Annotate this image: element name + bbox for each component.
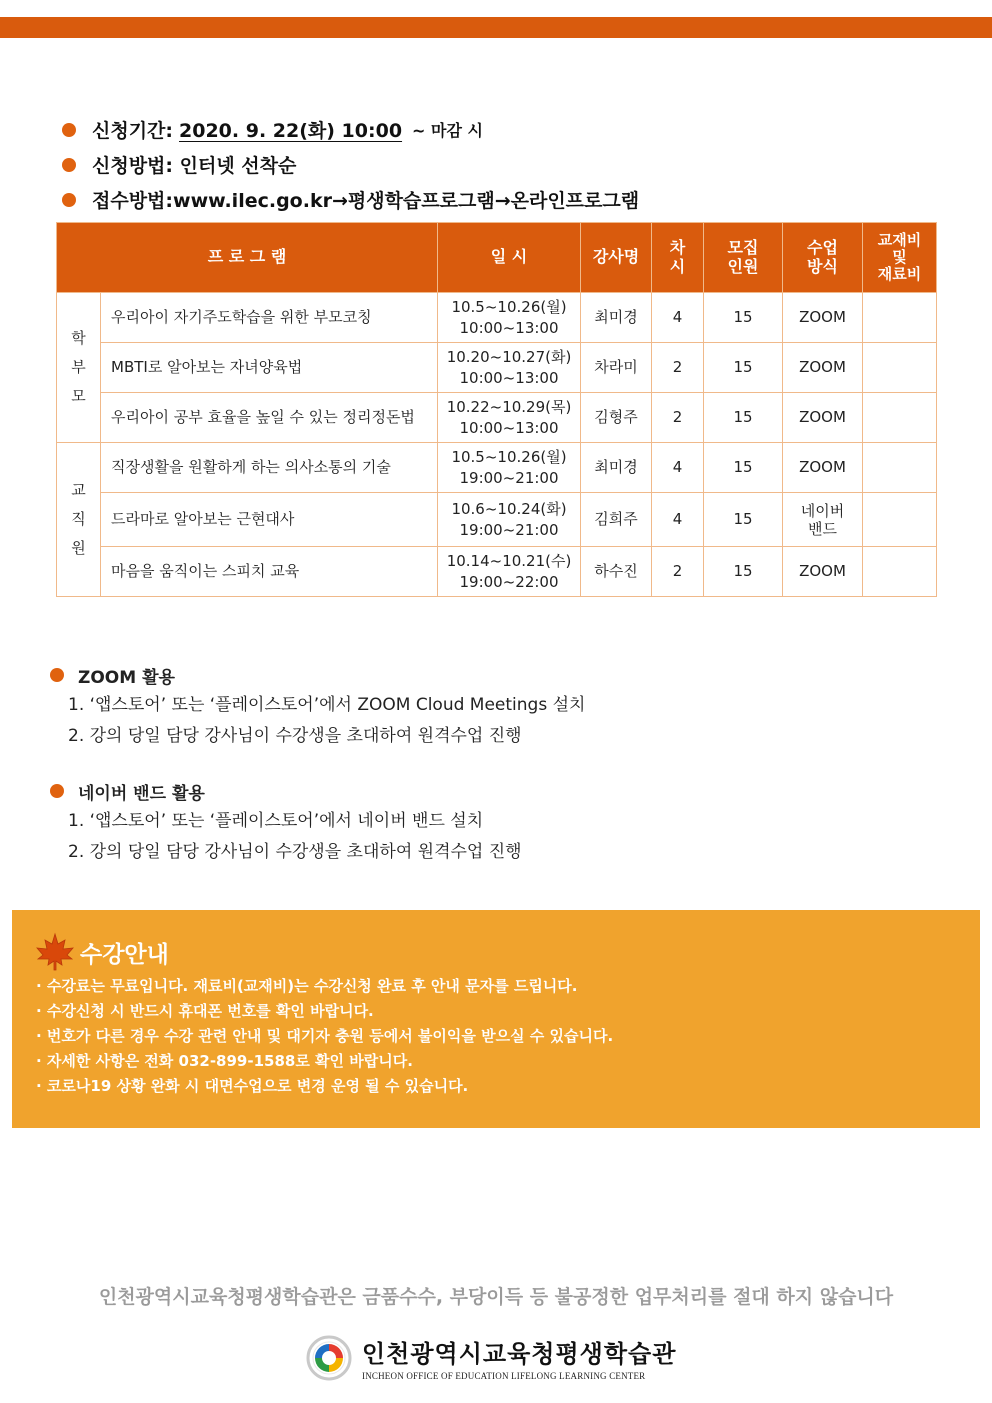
org-name-english: INCHEON OFFICE OF EDUCATION LIFELONG LEARNING CENTER	[362, 1371, 646, 1381]
program-table	[56, 222, 937, 597]
program-date: 10.5~10.26(월) 10:00~13:00	[438, 293, 581, 343]
header-mode: 수업 방식	[783, 223, 863, 293]
program-material	[863, 343, 937, 393]
table-row	[57, 293, 937, 343]
notice-item: · 수강료는 무료입니다. 재료비(교재비)는 수강신청 완료 후 안내 문자를 드립니다.	[36, 974, 613, 999]
notice-item: · 자세한 사항은 전화 032-899-1588로 확인 바랍니다.	[36, 1049, 613, 1074]
program-instructor: 김형주	[581, 393, 652, 443]
zoom-title	[50, 660, 950, 690]
program-material	[863, 547, 937, 597]
program-mode: ZOOM	[783, 547, 863, 597]
bullet-dot-icon	[62, 158, 76, 172]
notice-item: · 코로나19 상황 완화 시 대면수업으로 변경 운영 될 수 있습니다.	[36, 1074, 613, 1099]
program-name: MBTI로 알아보는 자녀양육법	[101, 343, 438, 393]
program-capacity: 15	[704, 547, 783, 597]
org-logo-text	[362, 1334, 676, 1381]
program-mode: 네이버 밴드	[783, 493, 863, 547]
program-date: 10.5~10.26(월) 19:00~21:00	[438, 443, 581, 493]
program-instructor: 하수진	[581, 547, 652, 597]
reception-method	[62, 182, 942, 217]
notice-list	[36, 974, 613, 1099]
table-row	[57, 547, 937, 597]
zoom-step-2: 2. 강의 당일 담당 강사님이 수강생을 초대하여 원격수업 진행	[68, 726, 522, 746]
program-date: 10.14~10.21(수) 19:00~22:00	[438, 547, 581, 597]
notice-item: · 번호가 다른 경우 수강 관련 안내 및 대기자 충원 등에서 불이익을 받으실 수 있습니다.	[36, 1024, 613, 1049]
program-sessions: 4	[652, 443, 704, 493]
band-title-text: 네이버 밴드 활용	[78, 783, 205, 804]
program-material	[863, 443, 937, 493]
program-instructor: 최미경	[581, 443, 652, 493]
program-instructor: 김희주	[581, 493, 652, 547]
application-period	[62, 112, 942, 147]
program-mode: ZOOM	[783, 393, 863, 443]
header-sessions: 차 시	[652, 223, 704, 293]
program-capacity: 15	[704, 393, 783, 443]
program-capacity: 15	[704, 493, 783, 547]
org-name-korean: 인천광역시교육청평생학습관	[362, 1339, 677, 1368]
header-date: 일 시	[438, 223, 581, 293]
program-instructor: 최미경	[581, 293, 652, 343]
program-sessions: 2	[652, 393, 704, 443]
program-material	[863, 393, 937, 443]
org-emblem-icon	[306, 1335, 352, 1381]
program-name: 우리아이 자기주도학습을 위한 부모코칭	[101, 293, 438, 343]
reception-text: 접수방법:www.ilec.go.kr→평생학습프로그램→온라인프로그램	[92, 190, 640, 212]
maple-leaf-icon	[34, 932, 76, 972]
program-name: 우리아이 공부 효율을 높일 수 있는 정리정돈법	[101, 393, 438, 443]
table-row	[57, 393, 937, 443]
top-accent-bar	[0, 17, 992, 38]
table-row	[57, 493, 937, 547]
program-name: 마음을 움직이는 스피치 교육	[101, 547, 438, 597]
notice-title	[34, 932, 169, 972]
program-name: 드라마로 알아보는 근현대사	[101, 493, 438, 547]
table-row	[57, 343, 937, 393]
program-mode: ZOOM	[783, 293, 863, 343]
group-label-staff: 교 직 원	[57, 443, 101, 597]
bullet-dot-icon	[62, 123, 76, 137]
program-sessions: 2	[652, 343, 704, 393]
period-label: 신청기간:	[92, 120, 174, 142]
program-sessions: 4	[652, 493, 704, 547]
notice-title-text: 수강안내	[80, 941, 169, 968]
program-capacity: 15	[704, 293, 783, 343]
program-date: 10.20~10.27(화) 10:00~13:00	[438, 343, 581, 393]
program-sessions: 4	[652, 293, 704, 343]
header-material: 교재비 및 재료비	[863, 223, 937, 293]
program-mode: ZOOM	[783, 343, 863, 393]
zoom-title-text: ZOOM 활용	[78, 667, 175, 688]
band-step-2: 2. 강의 당일 담당 강사님이 수강생을 초대하여 원격수업 진행	[68, 842, 522, 862]
application-method	[62, 147, 942, 182]
program-material	[863, 293, 937, 343]
period-value: 2020. 9. 22(화) 10:00	[179, 120, 403, 142]
header-instructor: 강사명	[581, 223, 652, 293]
bullet-dot-icon	[50, 784, 64, 798]
group-label-parents: 학 부 모	[57, 293, 101, 443]
header-program: 프 로 그 램	[57, 223, 438, 293]
period-suffix: ~ 마감 시	[412, 121, 483, 140]
band-section	[50, 776, 950, 868]
bullet-dot-icon	[62, 193, 76, 207]
band-title	[50, 776, 950, 806]
method-text: 신청방법: 인터넷 선착순	[92, 155, 297, 177]
bullet-dot-icon	[50, 668, 64, 682]
program-capacity: 15	[704, 343, 783, 393]
table-row	[57, 443, 937, 493]
program-name: 직장생활을 원활하게 하는 의사소통의 기술	[101, 443, 438, 493]
notice-item: · 수강신청 시 반드시 휴대폰 번호를 확인 바랍니다.	[36, 999, 613, 1024]
program-date: 10.22~10.29(목) 10:00~13:00	[438, 393, 581, 443]
integrity-statement: 인천광역시교육청평생학습관은 금품수수, 부당이득 등 불공정한 업무처리를 절대 하지 않습니다	[98, 1286, 894, 1308]
program-sessions: 2	[652, 547, 704, 597]
band-step-1: 1. ‘앱스토어’ 또는 ‘플레이스토어’에서 네이버 밴드 설치	[68, 811, 484, 831]
zoom-step-1: 1. ‘앱스토어’ 또는 ‘플레이스토어’에서 ZOOM Cloud Meetings 설치	[68, 695, 586, 715]
program-material	[863, 493, 937, 547]
program-capacity: 15	[704, 443, 783, 493]
zoom-section	[50, 660, 950, 752]
program-instructor: 차라미	[581, 343, 652, 393]
table-header-row	[57, 223, 937, 293]
org-logo	[306, 1334, 676, 1381]
program-mode: ZOOM	[783, 443, 863, 493]
application-info	[62, 112, 942, 217]
course-notice-box	[12, 910, 980, 1128]
program-date: 10.6~10.24(화) 19:00~21:00	[438, 493, 581, 547]
header-capacity: 모집 인원	[704, 223, 783, 293]
